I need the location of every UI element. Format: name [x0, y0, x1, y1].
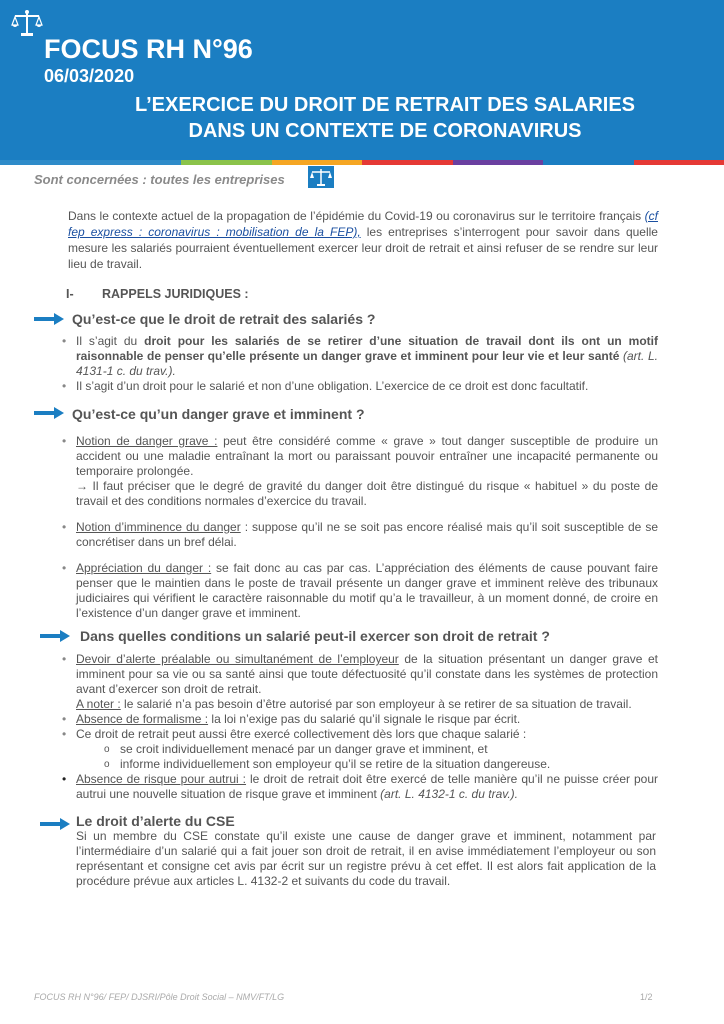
list-item: • Il s’agit d’un droit pour le salarié et non d’une obligation. L’exercice de ce droit est donc facultatif. [62, 379, 658, 394]
list-item: • Notion de danger grave : peut être considéré comme « grave » tout danger susceptible de produire un accident ou une maladie entraînant la mort ou paraissant pouvoir entraîner une incapacité permanente ou temporaire prolongée. → Il faut préciser que le degré de gravité du danger doit être distingué du risque « habituel » du poste de travail et des conditions normales d’exercice du travail. [62, 434, 658, 509]
question-3-list [62, 652, 658, 802]
document-subtitle [60, 92, 710, 144]
list-item: • Absence de formalisme : la loi n’exige pas du salarié qu’il signale le risque par écrit. [62, 712, 658, 727]
list-item: • Notion d’imminence du danger : suppose qu’il ne se soit pas encore réalisé mais qu’il soit susceptible de se concrétiser dans un bref délai. [62, 520, 658, 550]
list-item: • Appréciation du danger : se fait donc au cas par cas. L’appréciation des éléments de cause pouvant faire penser que le maintien dans le poste de travail présente un danger grave et imminent relève des tribunaux judiciaires qui vérifient le caractère raisonnable du motif qu’a le travailleur, à un moment donné, de croire en l’existence d’un danger grave et imminent. [62, 561, 658, 621]
scales-icon [308, 166, 334, 188]
arrow-right-icon [34, 406, 64, 420]
question-1-heading: Qu’est-ce que le droit de retrait des salariés ? [72, 311, 376, 327]
page-number: 1/2 [640, 992, 653, 1002]
cse-paragraph: Si un membre du CSE constate qu’il existe une cause de danger grave et imminent, notamment par l’intermédiaire d’un salarié qui a fait jouer son droit de retrait, il en avise immédiatement l’employeur ou son représentant et consigne cet avis par écrit sur un registre prévu à cet effet. Il est alors fait application de la procédure prévue aux articles L. 4132-2 et suivants du code du travail. [76, 829, 656, 888]
question-4-heading: Le droit d’alerte du CSE [76, 813, 235, 829]
list-item: • Ce droit de retrait peut aussi être exercé collectivement dès lors que chaque salarié : o se croit individuellement menacé par un danger grave et imminent, et o informe individuellement son employeur qu’il se retire de la situation dangereuse. [62, 727, 658, 772]
concerned-line: Sont concernées : toutes les entreprises [34, 172, 285, 187]
list-item: • Il s’agit du droit pour les salariés de se retirer d’une situation de travail dont ils ont un motif raisonnable de penser qu’elle présente un danger grave et imminent pour leur vie et leur santé (art. L. 4131-1 c. du trav.). [62, 334, 658, 379]
question-1-list [62, 334, 658, 394]
sub-item: o se croit individuellement menacé par un danger grave et imminent, et [76, 742, 658, 757]
question-2-heading: Qu’est-ce qu’un danger grave et imminent ? [72, 406, 365, 422]
footer-text: FOCUS RH N°96/ FEP/ DJSRI/Pôle Droit Social – NMV/FT/LG [34, 992, 285, 1002]
color-stripe [0, 160, 724, 165]
fep-express-link[interactable]: (cf fep express : coronavirus : mobilisation de la FEP), [68, 209, 658, 239]
header-banner [0, 0, 724, 160]
document-date: 06/03/2020 [44, 66, 135, 86]
section-heading: I- RAPPELS JURIDIQUES : [66, 287, 249, 301]
arrow-right-icon [40, 629, 70, 643]
list-item: • Absence de risque pour autrui : le droit de retrait doit être exercé de telle manière qu’il ne puisse créer pour autrui une nouvelle situation de risque grave et imminent (art. L. 4132-1 c. du trav.). [62, 772, 658, 802]
arrow-right-icon [34, 312, 64, 326]
document-title: FOCUS RH N°96 [44, 34, 253, 64]
subtitle-line-2: DANS UN CONTEXTE DE CORONAVIRUS [188, 120, 582, 142]
scales-icon [10, 8, 44, 38]
sub-item: o informe individuellement son employeur qu’il se retire de la situation dangereuse. [76, 757, 658, 772]
intro-paragraph: Dans le contexte actuel de la propagation de l’épidémie du Covid-19 ou coronavirus sur le territoire français (cf fep express : coronavirus : mobilisation de la FEP), les entreprises s’interrogent pour savoir dans quelle mesure les salariés pourraient éventuellement exercer leur droit de retrait et ainsi refuser de se rendre sur leur lieu de travail. [68, 209, 658, 271]
question-3-heading: Dans quelles conditions un salarié peut-il exercer son droit de retrait ? [80, 628, 550, 644]
arrow-right-icon [40, 817, 70, 831]
question-2-list [62, 434, 658, 621]
subtitle-line-1: L’EXERCICE DU DROIT DE RETRAIT DES SALARIES [134, 94, 636, 116]
list-item: • Devoir d’alerte préalable ou simultanément de l’employeur de la situation présentant un danger grave et imminent pour sa vie ou sa santé ainsi que toute défectuosité qu’il constate dans les systèmes de protection avant d’exercer son droit de retrait. A noter : le salarié n’a pas besoin d’être autorisé par son employeur à se retirer de sa situation de travail. [62, 652, 658, 712]
